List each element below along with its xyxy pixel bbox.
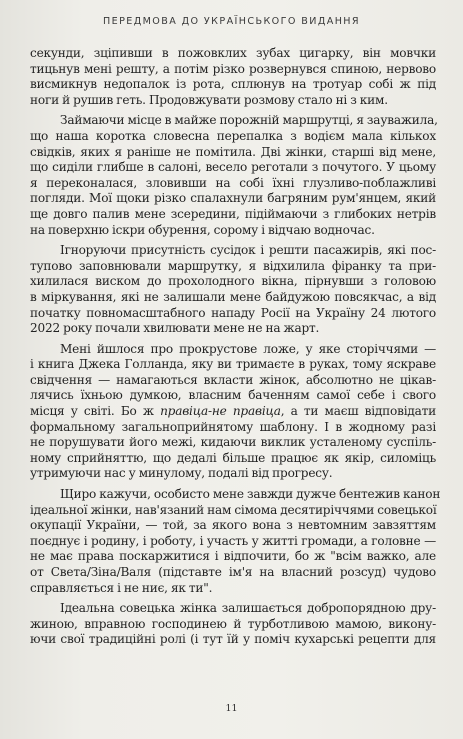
text-line: от Света/Зіна/Валя (підставте ім'я на власний розсуд) чудово bbox=[30, 565, 436, 579]
paragraph bbox=[30, 113, 436, 238]
text-line: жиною, вправною господинею й турботливою мамою, викону- bbox=[30, 616, 436, 631]
text-line: тупово заповнювали маршрутку, я відхилила фіранку та при- bbox=[30, 258, 436, 273]
text-line: що наша коротка словесна перепалка з водієм мала кількох bbox=[30, 128, 436, 143]
text-line: поєднує і родину, і роботу, і участь у житті громади, а головне — bbox=[30, 533, 436, 548]
paragraph bbox=[30, 342, 436, 482]
paragraph bbox=[30, 46, 436, 108]
text-line: і книга Джека Голланда, яку ви тримаєте в руках, тому яскраве bbox=[30, 357, 436, 372]
text-line: утримуючи нас у минулому, подалі від прогресу. bbox=[30, 466, 333, 481]
text-line: справляється і не ниє, як ти". bbox=[30, 580, 213, 595]
text-line: ще довго палив мене зсередини, підіймаючи з глибоких нетрів bbox=[30, 206, 436, 221]
text-line: Мені йшлося про прокрустове ложе, у яке сторіччями — bbox=[60, 341, 436, 356]
text-line: в міркування, які не залишали мене байдужою повсякчас, а від bbox=[30, 289, 436, 304]
text-line: ючи свої традиційні ролі (і тут їй у поміч кухарські рецепти для bbox=[30, 632, 436, 647]
text-line: погляди. Мої щоки різко спалахнули багряним рум'янцем, який bbox=[30, 191, 436, 206]
body-text bbox=[30, 46, 441, 653]
text-line: хилилася виском до прохолодного вікна, пірнувши з головою bbox=[30, 274, 436, 289]
text-line: Ігноруючи присутність сусідок і решти пасажирів, які пос- bbox=[60, 243, 436, 258]
text-line: не порушувати його межі, кидаючи виклик усталеному суспіль- bbox=[30, 435, 436, 450]
text-line: не має права поскаржитися і відпочити, бо ж "всім важко, але bbox=[30, 549, 436, 564]
text-line: я переконалася, зловивши на собі їхні глузливо-поблажливі bbox=[30, 175, 436, 190]
text-line: лячись їхньою думкою, власним баченням самої себе і свого bbox=[30, 388, 436, 403]
text-line: Щиро кажучи, особисто мене завжди дужче бентежив канон bbox=[60, 487, 441, 502]
text-line: початку повномасштабного нападу Росії на Україну 24 лютого bbox=[30, 305, 436, 320]
text-line: формальному загальноприйнятому шаблону. І в жодному разі bbox=[30, 419, 436, 434]
text-line: ідеальної жінки, нав'язаний нам сімома десятиріччями совецької bbox=[30, 502, 437, 517]
text-line: свідків, яких я раніше не помітила. Дві жінки, старші від мене, bbox=[30, 144, 436, 159]
text-line: тицьнув мені решту, а потім різко розвернувся спиною, нервово bbox=[30, 61, 436, 76]
text-line: ному сприйняттю, що дедалі більше працює як якір, силоміць bbox=[30, 450, 436, 465]
text-line: висмикнув недопалок із рота, сплюнув на тротуар собі ж під bbox=[30, 77, 436, 92]
paragraph bbox=[30, 601, 436, 648]
paragraph bbox=[30, 243, 436, 337]
text-line: місця у світі. Бо ж правіца-не правіца, а ти маєш відповідати bbox=[30, 404, 436, 419]
text-line: окупації України, — той, за якого вона з невтомним завзяттям bbox=[30, 518, 436, 533]
page-number: 11 bbox=[225, 703, 238, 714]
text-line: ноги й рушив геть. Продовжувати розмову стало ні з ким. bbox=[30, 92, 388, 107]
text-line: Займаючи місце в майже порожній маршрутці, я зауважила, bbox=[60, 113, 438, 128]
text-line: що сиділи глибше в салоні, весело реготали з почутого. У цьому bbox=[30, 160, 436, 175]
text-line: Ідеальна совецька жінка залишається добропорядною дру- bbox=[60, 601, 436, 616]
text-line: секунди, зціпивши в пожовклих зубах цигарку, він мовчки bbox=[30, 46, 436, 60]
text-line: на поверхню іскри обурення, сорому і відчаю водночас. bbox=[30, 222, 375, 237]
text-line: 2022 року почали хвилювати мене не на жарт. bbox=[30, 321, 320, 336]
text-line: свідчення — намагаються вкласти жінок, абсолютно не цікав- bbox=[30, 372, 436, 387]
emphasis: правіца-не правіца bbox=[160, 404, 281, 419]
running-header: ПЕРЕДМОВА ДО УКРАЇНСЬКОГО ВИДАННЯ bbox=[103, 16, 360, 27]
paragraph bbox=[30, 487, 441, 596]
